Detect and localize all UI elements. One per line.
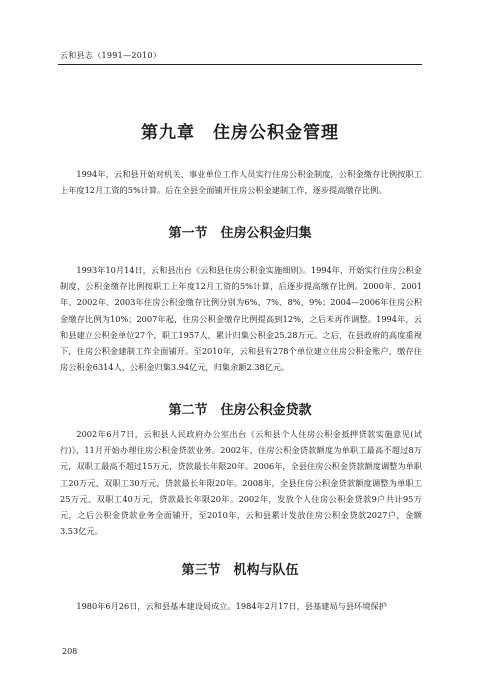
section-title: 第二节 住房公积金贷款 bbox=[168, 403, 312, 418]
page-number: 208 bbox=[62, 647, 78, 656]
intro-paragraph: 1994年，云和县开始对机关、事业单位工作人员实行住房公积金制度，公积金缴存比例按职工上年度12月工资的5%计算。后在全县全面铺开住房公积金建制工作，逐步提高缴存比例。 bbox=[60, 169, 422, 196]
running-header: 云和县志（1991—2010） bbox=[60, 51, 162, 60]
section-body: 2002年6月7日，云和县人民政府办公室出台《云和县个人住房公积金抵押贷款实施意见(试行)》，11月开始办理住房公积金贷款业务。2002年，住房公积金贷款额度为单职工最高不超过8万元，双职工最高不超过15万元，贷款最长年限20年。2006年，全县住房公积金贷款额度调整为单职工20万元、双职工30万元，贷款最长年限20年。2008年，全县住房公积金贷款额度调整为单职工25万元、双职工40万元，贷款最长年限20年。2002年，发放个人住房公积金贷款9户共计95万元，之后公积金贷款业务全面铺开，至2010年，云和县累计发放住房公积金贷款2027户，金额3.53亿元。 bbox=[60, 429, 422, 537]
section-body: 1993年10月14日，云和县出台《云和县住房公积金实施细则》。1994年，开始实行住房公积金制度，公积金缴存比例按职工上年度12月工资的5%计算，后逐步提高缴存比例。2000年、2001年、2002年、2003年住房公积金缴存比例分别为6%、7%、8%、9%；2004—2006年住房公积金缴存比例为10%；2007年起，住房公积金缴存比例提高到12%，之后未再作调整。1994年，云和县建立公积金单位27个，职工1957人，累计归集公积金25.28万元。之后，在县政府的高度重视下，住房公积金建制工作全面铺开。至2010年，云和县有278个单位建立住房公积金账户，缴存住房公积金6314人，公积金归集3.94亿元，归集余额2.38亿元。 bbox=[60, 265, 422, 373]
section-body: 1980年6月26日，云和县基本建设局成立。1984年2月17日，县基建局与县环境保护 bbox=[76, 601, 387, 611]
header-rule bbox=[58, 64, 422, 65]
chapter-title: 第九章 住房公积金管理 bbox=[141, 123, 339, 143]
section-title: 第三节 机构与队伍 bbox=[181, 563, 299, 578]
section-title: 第一节 住房公积金归集 bbox=[168, 226, 312, 241]
